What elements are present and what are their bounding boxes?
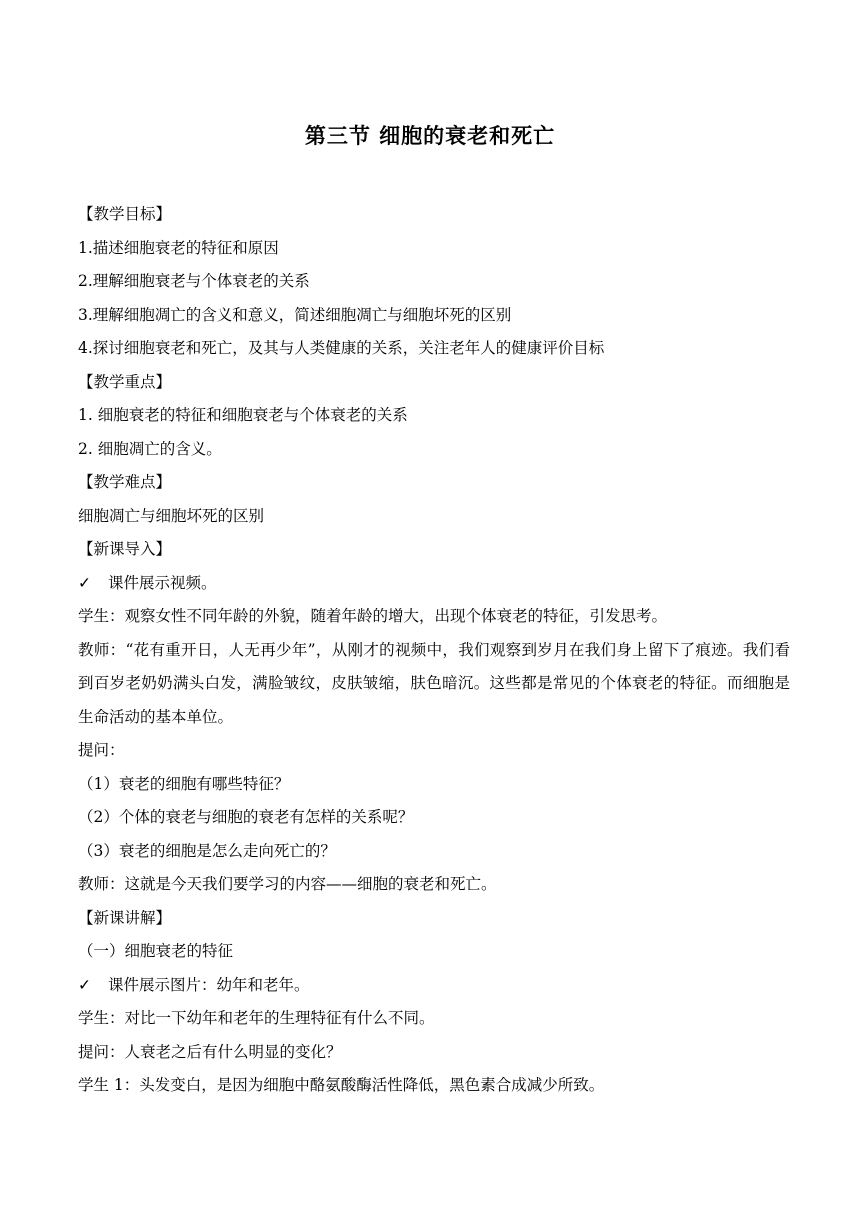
section-heading-key-points: 【教学重点】 — [78, 372, 172, 391]
checkmark-icon: ✓ — [78, 573, 91, 592]
objective-item: 2.理解细胞衰老与个体衰老的关系 — [78, 272, 310, 290]
key-point-item: 2. 细胞凋亡的含义。 — [78, 439, 222, 458]
student-line: 学生：观察女性不同年龄的外貌，随着年龄的增大，出现个体衰老的特征，引发思考。 — [78, 607, 668, 625]
question-item: （2）个体的衰老与细胞的衰老有怎样的关系呢？ — [78, 808, 414, 826]
checkmark-icon: ✓ — [78, 975, 91, 994]
checklist-item-text: 课件展示图片：幼年和老年。 — [108, 975, 310, 994]
document-body — [78, 198, 790, 1103]
checklist-item-text: 课件展示视频。 — [108, 573, 217, 592]
checklist-item — [78, 567, 790, 601]
question-item: （1）衰老的细胞有哪些特征？ — [78, 774, 290, 793]
sub-heading: （一）细胞衰老的特征 — [78, 942, 234, 960]
section-heading-objectives: 【教学目标】 — [78, 205, 172, 223]
lecture-line: 学生：对比一下幼年和老年的生理特征有什么不同。 — [78, 1009, 435, 1027]
teacher-paragraph: 教师：“花有重开日，人无再少年”，从刚才的视频中，我们观察到岁月在我们身上留下了痕迹。我们看到百岁老奶奶满头白发，满脸皱纹，皮肤皱缩，肤色暗沉。这些都是常见的个体衰老的特征。而细胞是生命活动的基本单位。 — [78, 640, 790, 726]
key-point-item: 1. 细胞衰老的特征和细胞衰老与个体衰老的关系 — [78, 406, 408, 424]
difficulty-item: 细胞凋亡与细胞坏死的区别 — [78, 506, 265, 525]
checklist-item — [78, 969, 790, 1003]
objective-item: 4.探讨细胞衰老和死亡，及其与人类健康的关系，关注老年人的健康评价目标 — [78, 339, 605, 357]
section-heading-difficulties: 【教学难点】 — [78, 473, 172, 491]
lecture-line: 提问：人衰老之后有什么明显的变化？ — [78, 1042, 342, 1061]
teacher-line: 教师：这就是今天我们要学习的内容——细胞的衰老和死亡。 — [78, 875, 497, 893]
objective-item: 1.描述细胞衰老的特征和原因 — [78, 238, 279, 257]
question-item: （3）衰老的细胞是怎么走向死亡的？ — [78, 841, 336, 860]
section-heading-lecture: 【新课讲解】 — [78, 908, 172, 927]
page-title: 第三节 细胞的衰老和死亡 — [304, 123, 556, 148]
lecture-line: 学生 1：头发变白，是因为细胞中酪氨酸酶活性降低，黑色素合成减少所致。 — [78, 1076, 605, 1094]
section-heading-intro: 【新课导入】 — [78, 540, 172, 558]
question-label: 提问： — [78, 741, 125, 759]
objective-item: 3.理解细胞凋亡的含义和意义，简述细胞凋亡与细胞坏死的区别 — [78, 305, 512, 324]
